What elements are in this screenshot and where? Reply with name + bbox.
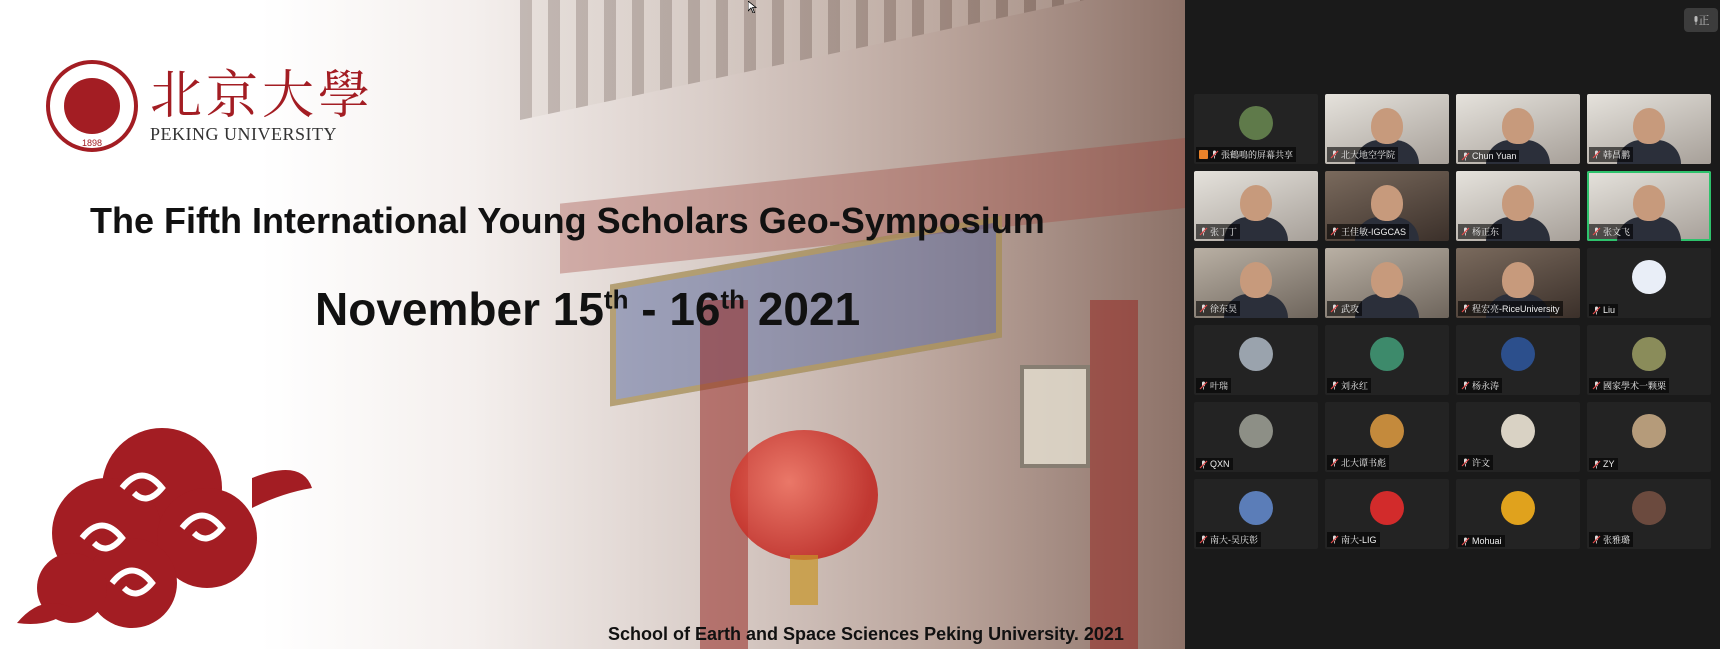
auspicious-cloud-icon <box>12 418 312 633</box>
muted-mic-icon <box>1592 150 1601 159</box>
participant-tile[interactable] <box>1325 479 1449 549</box>
muted-mic-icon <box>1330 150 1339 159</box>
participant-name: 张丁丁 <box>1210 227 1238 237</box>
red-lantern-image <box>730 430 878 560</box>
participant-tile[interactable] <box>1325 248 1449 318</box>
participant-name: ZY <box>1603 459 1615 469</box>
participant-tile[interactable] <box>1587 94 1711 164</box>
participant-video-face <box>1633 108 1665 144</box>
participant-video-face <box>1240 185 1272 221</box>
participant-name: 徐东昊 <box>1210 304 1238 314</box>
muted-mic-icon <box>1592 535 1601 544</box>
peking-university-logo <box>46 60 374 152</box>
muted-mic-icon <box>1330 535 1339 544</box>
seal-emblem <box>64 78 120 134</box>
participant-name-bar <box>1327 224 1409 239</box>
participant-avatar <box>1632 414 1666 448</box>
participant-name-bar <box>1327 147 1398 162</box>
lantern-tassel <box>790 555 818 605</box>
muted-mic-icon <box>1461 227 1470 236</box>
participant-video-face <box>1371 262 1403 298</box>
participant-name: 张雅璐 <box>1603 535 1631 545</box>
date-end-suffix: th <box>720 284 746 315</box>
participant-video-face <box>1240 262 1272 298</box>
muted-mic-icon <box>1199 304 1208 313</box>
muted-mic-icon <box>1199 381 1208 390</box>
muted-mic-icon <box>1330 458 1339 467</box>
participant-name-bar <box>1327 532 1380 547</box>
participant-name: 南大-吴庆彰 <box>1210 535 1258 545</box>
muted-mic-icon <box>1330 227 1339 236</box>
participant-name: 许文 <box>1472 458 1491 468</box>
participant-tile[interactable] <box>1587 479 1711 549</box>
participant-name-bar <box>1589 378 1669 393</box>
muted-mic-icon <box>1461 152 1470 161</box>
participant-video-face <box>1633 185 1665 221</box>
participant-tile[interactable] <box>1456 248 1580 318</box>
participant-name-bar <box>1589 147 1633 162</box>
participant-name: 杨永涛 <box>1472 381 1500 391</box>
participant-name: 程宏亮-RiceUniversity <box>1472 304 1560 314</box>
participant-tile[interactable] <box>1194 171 1318 241</box>
muted-mic-icon <box>1461 304 1470 313</box>
participant-avatar <box>1632 260 1666 294</box>
participant-tile[interactable] <box>1325 171 1449 241</box>
participant-gallery-panel <box>1185 0 1720 649</box>
muted-mic-icon <box>1330 381 1339 390</box>
university-seal-icon <box>46 60 138 152</box>
participant-name: 王佳敏-IGGCAS <box>1341 227 1407 237</box>
participant-video-face <box>1371 108 1403 144</box>
participant-name-bar <box>1589 532 1633 547</box>
participant-name: 南大-LIG <box>1341 535 1377 545</box>
participant-tile[interactable] <box>1325 402 1449 472</box>
participant-name-bar <box>1196 147 1296 162</box>
muted-mic-icon <box>1592 227 1601 236</box>
participant-tile[interactable] <box>1456 479 1580 549</box>
symposium-date <box>315 282 860 336</box>
participant-tile[interactable] <box>1456 402 1580 472</box>
participant-tile[interactable] <box>1456 94 1580 164</box>
logo-english-name: PEKING UNIVERSITY <box>150 123 337 144</box>
participant-tile[interactable] <box>1325 94 1449 164</box>
view-options-label: 正 <box>1698 15 1710 27</box>
logo-chinese-name: 北京大學 <box>150 65 375 126</box>
muted-mic-icon <box>1461 458 1470 467</box>
participant-name: 韩昌鹏 <box>1603 150 1631 160</box>
participant-name-bar <box>1589 304 1618 316</box>
participant-avatar <box>1632 491 1666 525</box>
muted-mic-icon <box>1199 227 1208 236</box>
participant-name-bar <box>1327 378 1371 393</box>
participant-avatar <box>1239 106 1273 140</box>
hanging-lamp-image <box>1020 365 1090 468</box>
participant-name: 张文飞 <box>1603 227 1631 237</box>
participant-avatar <box>1370 414 1404 448</box>
participant-name-bar <box>1196 532 1261 547</box>
participant-name: Chun Yuan <box>1472 151 1517 161</box>
muted-mic-icon <box>1199 460 1208 469</box>
participant-tile[interactable] <box>1194 94 1318 164</box>
participant-tile[interactable] <box>1587 248 1711 318</box>
participant-avatar <box>1239 414 1273 448</box>
participant-video-face <box>1502 108 1534 144</box>
muted-mic-icon <box>1592 381 1601 390</box>
participant-name-bar <box>1196 458 1233 470</box>
muted-mic-icon <box>1210 150 1219 159</box>
mouse-cursor-icon <box>748 1 757 13</box>
participant-tile[interactable] <box>1587 402 1711 472</box>
participant-name-bar <box>1327 455 1389 470</box>
participant-avatar <box>1501 337 1535 371</box>
participant-video-face <box>1502 262 1534 298</box>
logo-wordmark <box>150 65 375 145</box>
participant-avatar <box>1239 491 1273 525</box>
date-year: 2021 <box>745 283 861 335</box>
participant-name: 叶瑞 <box>1210 381 1229 391</box>
participant-tile[interactable] <box>1194 248 1318 318</box>
symposium-title: The Fifth International Young Scholars Geo-Symposium <box>90 200 1045 241</box>
participant-grid <box>1194 94 1711 549</box>
participant-name-bar <box>1589 224 1633 239</box>
participant-name-bar <box>1458 301 1563 316</box>
view-options-button[interactable] <box>1684 8 1718 32</box>
participant-tile[interactable] <box>1587 325 1711 395</box>
gate-pillar <box>1090 300 1138 649</box>
participant-name: 刘永红 <box>1341 381 1369 391</box>
participant-tile[interactable] <box>1194 479 1318 549</box>
participant-name: 杨正东 <box>1472 227 1500 237</box>
participant-name-bar <box>1196 378 1231 393</box>
muted-mic-icon <box>1461 537 1470 546</box>
participant-name-bar <box>1327 301 1362 316</box>
participant-name-bar <box>1589 458 1618 470</box>
participant-name-bar <box>1458 150 1519 162</box>
participant-name-bar <box>1458 224 1502 239</box>
participant-name-bar <box>1458 535 1505 547</box>
participant-avatar <box>1370 491 1404 525</box>
participant-tile[interactable] <box>1456 325 1580 395</box>
participant-avatar <box>1370 337 1404 371</box>
participant-name: 張鶴鳴的屏幕共享 <box>1221 150 1294 160</box>
participant-avatar <box>1501 491 1535 525</box>
screen-share-icon <box>1199 150 1208 159</box>
participant-name: 國家學术一颗栗 <box>1603 381 1667 391</box>
participant-name: 北大地空学院 <box>1341 150 1396 160</box>
participant-name-bar <box>1458 378 1502 393</box>
participant-name: QXN <box>1210 459 1230 469</box>
gate-roof-background <box>520 0 1185 120</box>
participant-avatar <box>1239 337 1273 371</box>
participant-name: 武攻 <box>1341 304 1360 314</box>
muted-mic-icon <box>1199 535 1208 544</box>
participant-tile[interactable] <box>1194 402 1318 472</box>
date-end: - 16 <box>628 283 721 335</box>
participant-avatar <box>1632 337 1666 371</box>
muted-mic-icon <box>1592 460 1601 469</box>
participant-name-bar <box>1196 301 1240 316</box>
participant-tile[interactable] <box>1456 171 1580 241</box>
participant-name: Liu <box>1603 305 1616 315</box>
muted-mic-icon <box>1461 381 1470 390</box>
slide-footer: School of Earth and Space Sciences Peking University. 2021 <box>608 624 1124 644</box>
participant-avatar <box>1501 414 1535 448</box>
muted-mic-icon <box>1592 306 1601 315</box>
participant-name-bar <box>1196 224 1240 239</box>
participant-name: Mohuai <box>1472 536 1502 546</box>
date-start: November 15 <box>315 283 604 335</box>
muted-mic-icon <box>1330 304 1339 313</box>
seal-year: 1898 <box>81 138 103 148</box>
participant-tile[interactable] <box>1194 325 1318 395</box>
participant-video-face <box>1371 185 1403 221</box>
date-start-suffix: th <box>603 284 629 315</box>
participant-tile[interactable] <box>1325 325 1449 395</box>
participant-video-face <box>1502 185 1534 221</box>
participant-tile[interactable] <box>1587 171 1711 241</box>
participant-name-bar <box>1458 455 1493 470</box>
participant-name: 北大谭书彪 <box>1341 458 1387 468</box>
